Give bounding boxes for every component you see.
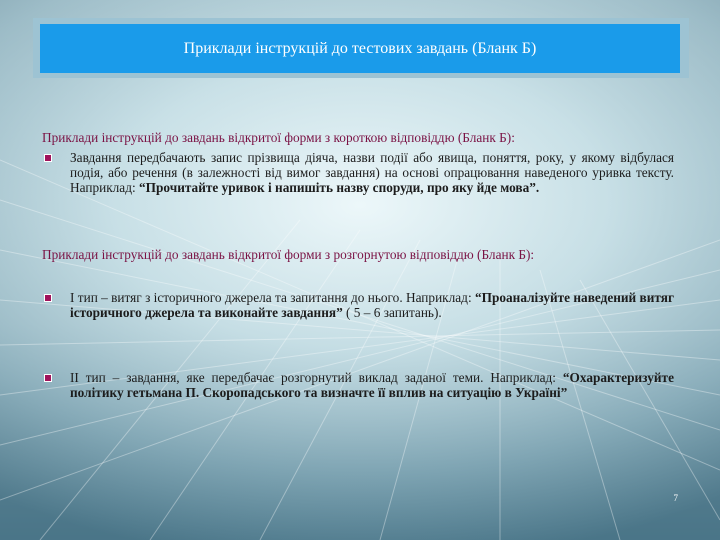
section2-heading: Приклади інструкцій до завдань відкритої форми з розгорнутою відповіддю (Бланк Б):: [42, 247, 535, 262]
section2-list-item-2: [42, 370, 674, 400]
section2-item2-text: ІІ тип – завдання, яке передбачає розгорнутий виклад заданої теми. Наприклад: “Охарактеризуйте політику гетьмана П. Скоропадського та визначте її вплив на ситуацію в Україні”: [70, 370, 674, 400]
slide-title: [40, 24, 680, 73]
bullet-icon: [42, 150, 70, 195]
page-number: 7: [673, 493, 678, 503]
section1-heading: Приклади інструкцій до завдань відкритої форми з короткою відповіддю (Бланк Б):: [42, 130, 515, 145]
bullet-icon: [42, 370, 70, 400]
section2-list-item-1: [42, 290, 674, 320]
slide-title-text: Приклади інструкцій до тестових завдань (Бланк Б): [183, 39, 537, 57]
section2-item1-text: І тип – витяг з історичного джерела та запитання до нього. Наприклад: “Проаналізуйте наведений витяг історичного джерела та виконайте завдання” ( 5 – 6 запитань).: [70, 290, 674, 320]
section1-list-item: [42, 150, 674, 195]
section1-item-text: Завдання передбачають запис прізвища діяча, назви події або явища, поняття, року, у якому відбулася подія, або речення (в залежності від вимог завдання) на основі опрацювання наведеного уривка тексту. Наприклад: “Прочитайте уривок і напишіть назву споруди, про яку йде мова”.: [70, 150, 674, 195]
bullet-icon: [42, 290, 70, 320]
